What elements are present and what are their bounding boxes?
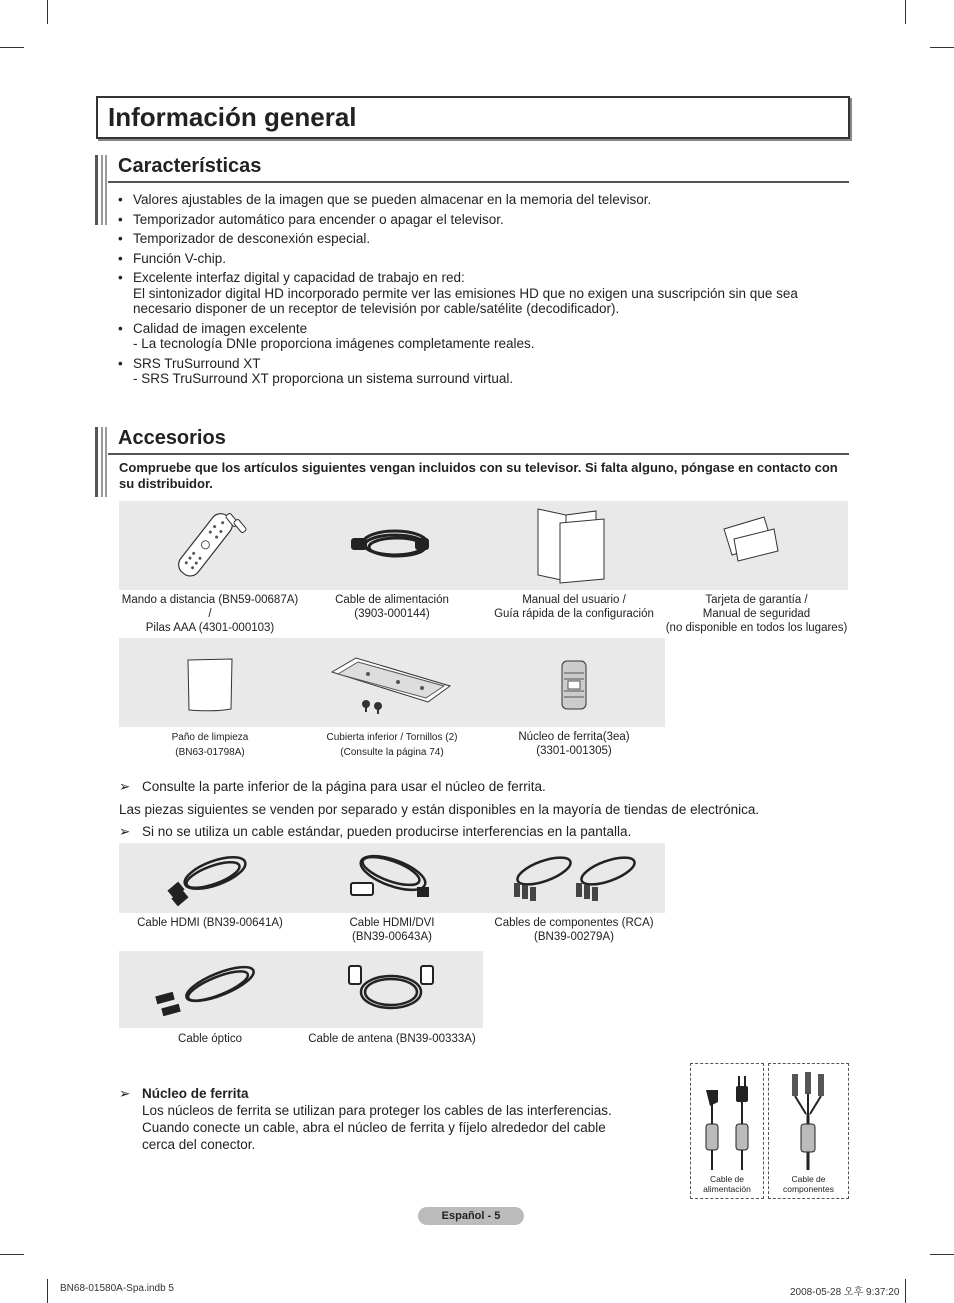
accessory-caption: Paño de limpieza (BN63-01798A) <box>171 732 249 758</box>
accessories-heading: Accesorios <box>118 427 226 449</box>
section-bar <box>101 427 103 497</box>
optical-cable-icon <box>150 958 270 1020</box>
list-item: • Temporizador automático para encender o apagar el televisor. <box>118 211 504 227</box>
ferrite-title: Núcleo de ferrita <box>142 1086 249 1101</box>
ferrite-caption: Cable de componentes <box>782 1174 835 1194</box>
list-item: • SRS TruSurround XT - SRS TruSurround XT proporciona un sistema surround virtual. <box>118 355 514 386</box>
accessory-caption: Tarjeta de garantía / Manual de seguridad (no disponible en todos los lugares) <box>665 594 848 634</box>
crop-mark <box>905 1279 906 1303</box>
section-rule <box>108 453 849 455</box>
ferrite-caption: Cable de alimentación <box>703 1174 751 1194</box>
crop-mark <box>47 0 48 24</box>
accessories-intro: Compruebe que los artículos siguientes vengan incluidos con su televisor. Si falta alguno, póngase en contacto con su distribuidor. <box>119 460 838 491</box>
cable-caption: Cable HDMI/DVI (BN39-00643A) <box>349 917 435 943</box>
cleaning-cloth-icon <box>185 657 235 713</box>
cable-caption: Cable HDMI (BN39-00641A) <box>137 917 283 929</box>
ferrite-text: cerca del conector. <box>142 1137 256 1152</box>
cable-caption: Cable de antena (BN39-00333A) <box>308 1033 476 1045</box>
antenna-cable-icon <box>345 960 437 1022</box>
cable-caption: Cables de componentes (RCA) (BN39-00279A) <box>494 917 654 943</box>
section-rule <box>108 181 849 183</box>
accessory-caption: Manual del usuario / Guía rápida de la configuración <box>494 594 654 620</box>
crop-mark <box>47 1279 48 1303</box>
ferrite-note <box>119 1085 639 1153</box>
list-item: • Valores ajustables de la imagen que se pueden almacenar en la memoria del televisor. <box>118 192 652 207</box>
arrow-icon: ➢ <box>119 1086 131 1101</box>
note-ferrite: ➢ Consulte la parte inferior de la página para usar el núcleo de ferrita. <box>119 779 546 794</box>
crop-mark <box>0 1254 24 1255</box>
warranty-card-icon <box>720 515 782 563</box>
accessory-caption: Cable de alimentación (3903-000144) <box>335 594 449 620</box>
section-bar <box>101 155 103 225</box>
list-item: • Excelente interfaz digital y capacidad de trabajo en red: El sintonizador digital HD incorporado permite ver las emisiones HD que no exigen una suscripción sin que sea necesario disponer de un receptor de televisión por cable/satélite (decodificador). <box>118 270 798 316</box>
accessory-caption: Cubierta inferior / Tornillos (2) (Consulte la página 74) <box>326 732 458 758</box>
component-cable-ferrite-icon <box>784 1070 832 1172</box>
sold-separately-text: Las piezas siguientes se venden por separado y están disponibles en la mayoría de tiendas de electrónica. <box>119 802 760 817</box>
section-bar <box>95 427 98 497</box>
ferrite-core-icon <box>558 657 590 713</box>
accessory-caption: Núcleo de ferrita(3ea) (3301-001305) <box>518 731 630 757</box>
section-bar <box>105 155 107 225</box>
note-cable: ➢ Si no se utiliza un cable estándar, pueden producirse interferencias en la pantalla. <box>119 824 632 839</box>
crop-mark <box>0 47 24 48</box>
list-item: • Temporizador de desconexión especial. <box>118 231 371 246</box>
cover-screws-icon <box>328 652 454 714</box>
accessory-caption: Mando a distancia (BN59-00687A) / Pilas AAA (4301-000103) <box>121 594 299 634</box>
footer-timestamp: 2008-05-28 오후 9:37:20 <box>790 1287 900 1298</box>
cable-caption: Cable óptico <box>178 1033 242 1045</box>
ferrite-text: Los núcleos de ferrita se utilizan para proteger los cables de las interferencias. <box>142 1103 612 1118</box>
arrow-icon: ➢ <box>119 824 131 839</box>
power-cable-ferrite-icon <box>696 1072 758 1172</box>
crop-mark <box>930 47 954 48</box>
power-cord-icon <box>345 520 437 568</box>
section-bar <box>95 155 98 225</box>
remote-control-icon <box>165 505 255 587</box>
page-number: Español - 5 <box>418 1207 524 1225</box>
section-bar <box>105 427 107 497</box>
hdmi-cable-icon <box>165 847 255 909</box>
component-cable-icon <box>508 847 642 909</box>
page-title: Información general <box>108 102 357 132</box>
hdmi-dvi-cable-icon <box>345 847 437 909</box>
page-title-box <box>96 96 850 139</box>
ferrite-text: Cuando conecte un cable, abra el núcleo de ferrita y fíjelo alrededor del cable <box>142 1120 606 1135</box>
list-item: • Calidad de imagen excelente - La tecnología DNIe proporciona imágenes completamente reales. <box>118 320 535 351</box>
manual-book-icon <box>530 505 612 585</box>
list-item: • Función V-chip. <box>118 250 227 266</box>
crop-mark <box>905 0 906 24</box>
crop-mark <box>930 1254 954 1255</box>
features-list <box>118 192 838 391</box>
arrow-icon: ➢ <box>119 779 131 794</box>
footer-file: BN68-01580A-Spa.indb 5 <box>60 1283 174 1294</box>
features-heading: Características <box>118 155 262 177</box>
